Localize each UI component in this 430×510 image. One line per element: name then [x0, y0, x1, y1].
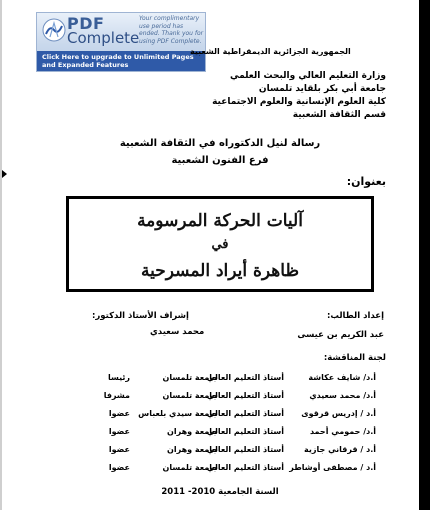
student-name: عبد الكريم بن عيسى — [297, 330, 384, 340]
thesis-title-line-1: آليات الحركة المرسومة — [137, 211, 303, 231]
department-line: قسم الثقافة الشعبية — [292, 110, 386, 120]
member-name: أ.د/ حمومي أحمد — [309, 427, 376, 436]
member-role: عضوا — [108, 463, 130, 472]
banner-brand-complete: Complete — [67, 29, 140, 47]
committee-table — [60, 373, 376, 481]
member-name: أ.د/ شايف عكاشة — [308, 373, 376, 382]
member-university: جامعة وهران — [167, 445, 218, 454]
degree-line: رسالة لنيل الدكتوراه في الثقافة الشعبية — [119, 138, 321, 149]
member-rank: أستاذ التعليم العالي — [206, 409, 284, 418]
university-line: جامعة أبي بكر بلقايد تلمسان — [258, 84, 386, 94]
page-left-edge — [0, 0, 2, 510]
pdf-complete-banner — [36, 12, 206, 72]
member-name: أ.د/ محمد سعيدي — [309, 391, 376, 400]
supervisor-label: إشراف الأستاذ الدكتور: — [92, 311, 189, 321]
table-row — [60, 445, 376, 463]
banner-brand-pdf: PDF — [67, 14, 105, 33]
member-university: جامعة تلمسان — [162, 463, 218, 472]
table-row — [60, 409, 376, 427]
table-row — [60, 463, 376, 481]
member-university: جامعة تلمسان — [162, 391, 218, 400]
member-role: مشرفا — [103, 391, 130, 400]
table-row — [60, 427, 376, 445]
member-university: جامعة تلمسان — [162, 373, 218, 382]
ministry-line: وزارة التعليم العالي والبحث العلمي — [229, 71, 386, 81]
title-label: بعنوان: — [346, 175, 386, 188]
supervisor-name: محمد سعيدي — [150, 327, 205, 337]
faculty-line: كلية العلوم الإنسانية والعلوم الاجتماعية — [212, 97, 386, 107]
thesis-title-line-3: ظاهرة أيراد المسرحية — [141, 261, 299, 281]
member-rank: أستاذ التعليم العالي — [206, 373, 284, 382]
member-rank: أستاذ التعليم العالي — [206, 445, 284, 454]
table-row — [60, 373, 376, 391]
member-university: جامعة سيدي بلعباس — [138, 409, 218, 418]
member-rank: أستاذ التعليم العالي — [206, 463, 284, 472]
viewer-scrollbar[interactable] — [419, 0, 430, 510]
mouse-cursor-icon — [2, 170, 7, 178]
member-role: رئيسا — [107, 373, 130, 382]
member-name: أ.د / قرقاني جازية — [304, 445, 376, 454]
member-role: عضوا — [108, 409, 130, 418]
branch-line: فرع الفنون الشعبية — [171, 155, 269, 166]
academic-year: السنة الجامعية 2010- 2011 — [161, 487, 279, 497]
banner-message: Your complimentary use period has ended. Thank you for using PDF Complete. — [139, 15, 204, 45]
pdf-complete-logo-icon — [41, 17, 67, 43]
table-row — [60, 391, 376, 409]
member-role: عضوا — [108, 427, 130, 436]
thesis-title-box — [66, 196, 374, 292]
republic-line: الجمهورية الجزائرية الديمقراطية الشعبية — [190, 47, 351, 56]
member-rank: أستاذ التعليم العالي — [206, 391, 284, 400]
member-university: جامعة وهران — [167, 427, 218, 436]
member-role: عضوا — [108, 445, 130, 454]
member-rank: أستاذ التعليم العالي — [206, 427, 284, 436]
member-name: أ.د / مصطفى أوشاطر — [289, 463, 376, 472]
student-label: إعداد الطالب: — [326, 311, 384, 321]
upgrade-link[interactable]: Click Here to upgrade to Unlimited Pages and Expanded Features — [37, 51, 205, 71]
member-name: أ.د / إدريس قرقوى — [301, 409, 376, 418]
committee-label: لجنة المناقشة: — [323, 353, 386, 363]
thesis-title-line-2: في — [211, 237, 229, 252]
